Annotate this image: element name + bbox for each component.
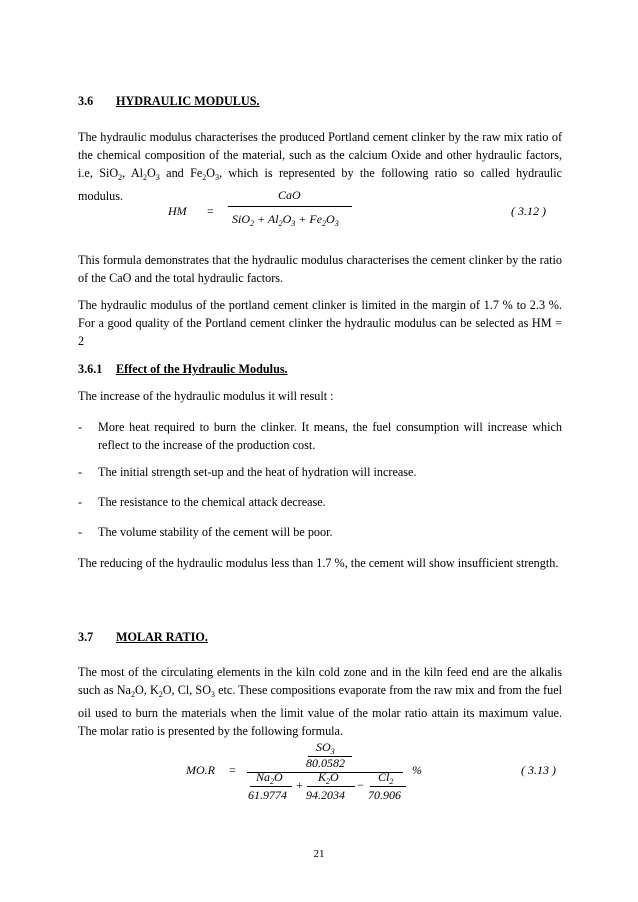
dash-marker: -: [78, 420, 83, 434]
subscript: 2: [389, 777, 394, 786]
dash-marker: -: [78, 525, 83, 539]
plus-sign: +: [296, 778, 303, 792]
dash-marker: -: [78, 465, 83, 479]
eq-lhs: MO.R: [186, 763, 215, 777]
paragraph-hydraulic-intro: [78, 128, 562, 205]
eq-numerator: CaO: [278, 188, 301, 202]
subscript: 2: [130, 690, 135, 699]
page-number: 21: [313, 848, 325, 860]
list-item: [78, 463, 562, 481]
fraction-bar: [228, 206, 352, 207]
term: SO: [316, 740, 331, 754]
text-run: and Fe: [159, 166, 203, 180]
section-title: MOLAR RATIO.: [116, 630, 208, 644]
list-item: [78, 418, 562, 454]
den-term: O: [326, 212, 335, 226]
term: Cl: [378, 770, 390, 784]
eq-term-na2o: [256, 770, 283, 786]
plus-sign: +: [257, 212, 266, 226]
section-heading-3-6-1: [78, 360, 562, 378]
list-item: [78, 523, 562, 541]
percent-sign: %: [412, 763, 422, 777]
subscript: 2: [158, 690, 163, 699]
plus-sign: +: [298, 212, 307, 226]
section-title: HYDRAULIC MODULUS.: [116, 94, 260, 108]
text-run: O: [147, 166, 156, 180]
subscript: 2: [322, 219, 327, 228]
eq-equals: =: [207, 204, 214, 218]
subscript: 2: [278, 219, 283, 228]
subscript: 2: [143, 173, 148, 182]
text-run: O, K: [134, 683, 159, 697]
eq-equals: =: [229, 763, 236, 777]
den-term: O: [282, 212, 292, 226]
eq-denominator: [232, 212, 339, 228]
fraction-bar: [370, 786, 406, 787]
minus-sign: −: [357, 778, 364, 792]
eq-label: ( 3.12 ): [511, 204, 546, 218]
paragraph-molar-intro: [78, 663, 562, 740]
paragraph-formula-explanation: This formula demonstrates that the hydraulic modulus characterises the cement clinker by the ratio of the CaO and the total hydraulic factors.: [78, 253, 562, 285]
subscript: 3: [215, 173, 220, 182]
section-heading-3-7: [78, 628, 562, 646]
dash-marker: -: [78, 495, 83, 509]
text-run: O: [206, 166, 216, 180]
fraction-bar: [307, 786, 355, 787]
section-title: Effect of the Hydraulic Modulus.: [116, 362, 288, 376]
eq-divisor: 94.2034: [306, 788, 345, 802]
section-heading-3-6: [78, 92, 562, 110]
section-number: 3.7: [78, 630, 94, 644]
term: O: [274, 770, 283, 784]
subscript: 3: [155, 173, 160, 182]
eq-label: ( 3.13 ): [521, 763, 556, 777]
list-item: [78, 493, 562, 511]
eq-term-cl2: [378, 770, 393, 786]
subscript: 3: [330, 747, 335, 756]
eq-divisor: 70.906: [368, 788, 401, 802]
subscript: 2: [326, 777, 331, 786]
section-number: 3.6: [78, 94, 94, 108]
den-term: Al: [267, 212, 279, 226]
paragraph-reducing: The reducing of the hydraulic modulus less than 1.7 %, the cement will show insufficient strength.: [78, 556, 559, 570]
list-item-text: The volume stability of the cement will be poor.: [98, 525, 333, 539]
list-item-text: The initial strength set-up and the heat of hydration will increase.: [98, 465, 417, 479]
subscript: 2: [250, 219, 254, 228]
text-run: , Al: [122, 166, 144, 180]
paragraph-increase: The increase of the hydraulic modulus it will result :: [78, 389, 334, 403]
eq-divisor: 61.9774: [248, 788, 287, 802]
text-run: The hydraulic modulus characterises the produced Portland cement clinker by the raw mix ratio of the chemical composition of the material, such as the calcium Oxide and other hydraulic factors, i.e, SiO: [78, 130, 562, 180]
list-item-text: More heat required to burn the clinker. It means, the fuel consumption will increase which reflect to the increase of the production cost.: [98, 420, 562, 452]
den-term: Fe: [309, 212, 323, 226]
subscript: 3: [211, 690, 215, 699]
text-run: etc. These compositions evaporate from the raw mix and from the fuel oil used to burn the materials when the limit value of the molar ratio attain its maximum value. The molar ratio is presented by the following formula.: [78, 683, 562, 738]
den-term: SiO: [232, 212, 250, 226]
subscript: 2: [202, 173, 207, 182]
subscript: 2: [118, 173, 123, 182]
eq-lhs: HM: [168, 204, 187, 218]
subscript: 3: [334, 219, 339, 228]
paragraph-margin: The hydraulic modulus of the portland cement clinker is limited in the margin of 1.7 % to 2.3 %. For a good quality of the Portland cement clinker the hydraulic modulus can be selected as HM = 2: [78, 298, 562, 348]
term: O: [330, 770, 339, 784]
text-run: O, Cl, SO: [162, 683, 211, 697]
list-item-text: The resistance to the chemical attack decrease.: [98, 495, 326, 509]
subscript: 2: [270, 777, 275, 786]
text-run: , which is represented by the following ratio so called hydraulic modulus.: [78, 166, 563, 203]
fraction-bar: [250, 786, 292, 787]
section-number: 3.6.1: [78, 362, 103, 376]
eq-term-k2o: [318, 770, 339, 786]
eq-divisor: 80.0582: [306, 756, 345, 770]
term: K: [318, 770, 327, 784]
eq-term-so3: [316, 740, 335, 756]
text-run: The most of the circulating elements in the kiln cold zone and in the kiln feed end are the alkalis such as Na: [78, 665, 562, 697]
term: Na: [256, 770, 271, 784]
subscript: 3: [291, 219, 296, 228]
